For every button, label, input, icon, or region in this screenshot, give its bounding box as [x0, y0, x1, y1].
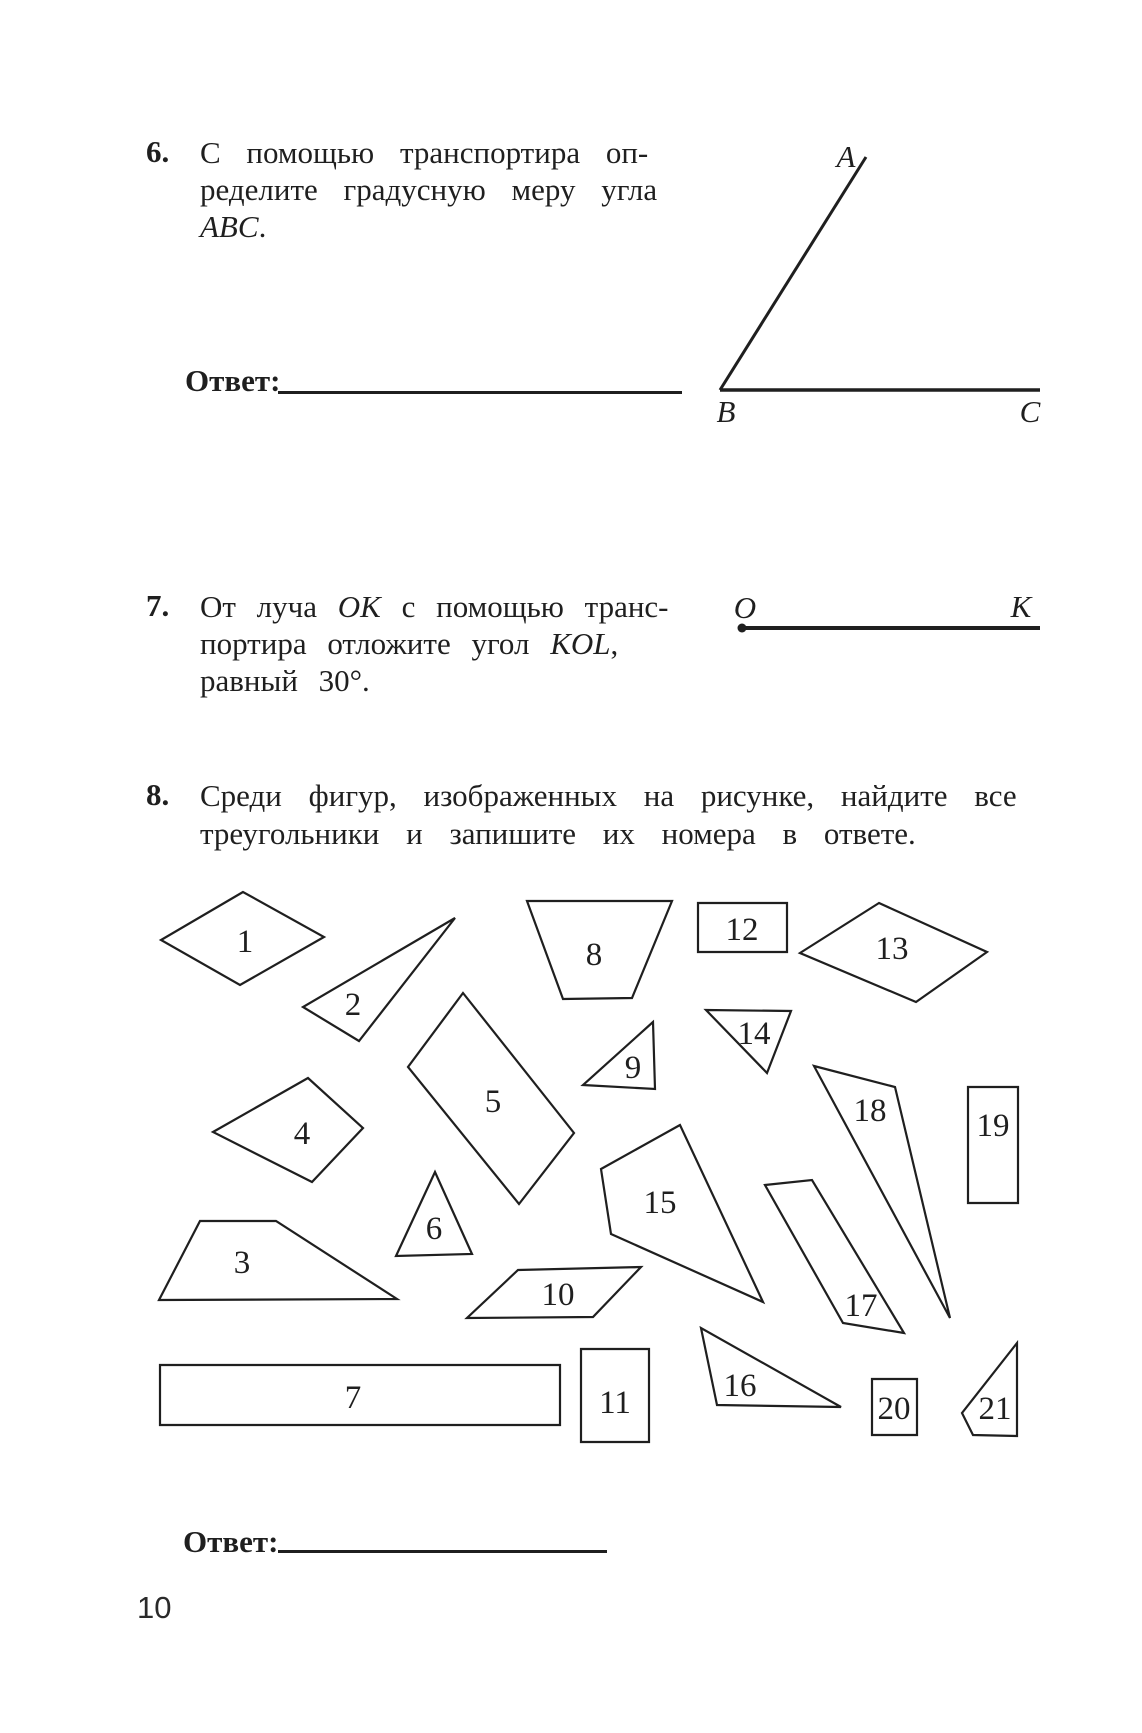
point-label-O: O	[733, 590, 757, 625]
answer-blank-problem-6	[278, 365, 682, 394]
shape-7-label: 7	[344, 1380, 362, 1416]
problem-6-line-3: ABC.	[200, 209, 267, 244]
shape-17-outline	[765, 1180, 904, 1333]
shape-12-label: 12	[725, 912, 759, 948]
problem-8-text	[200, 777, 1070, 853]
problem-8-number: 8.	[146, 777, 170, 812]
point-label-A: A	[836, 139, 856, 174]
shape-14-label: 14	[737, 1016, 771, 1052]
problem-7-text	[200, 588, 670, 699]
point-label-C: C	[1019, 394, 1041, 429]
shape-5-label: 5	[484, 1084, 502, 1120]
shape-11-label: 11	[599, 1385, 631, 1421]
shape-9-outline	[583, 1022, 655, 1089]
problem-8-line-1: Среди фигур, изображенных на рисунке, найдите все	[200, 778, 1017, 813]
problem-7-line-2: портира отложите угол KOL,	[200, 626, 619, 661]
shape-16-outline	[701, 1328, 841, 1407]
shape-19-label: 19	[976, 1108, 1010, 1144]
angle-ray-BA	[720, 157, 866, 390]
shape-13-label: 13	[875, 931, 909, 967]
shape-15-outline	[601, 1125, 763, 1302]
problem-6-line-2: ределите градусную меру угла	[200, 172, 658, 207]
shape-1-label: 1	[236, 924, 254, 960]
shape-10-label: 10	[541, 1277, 575, 1313]
shape-2-label: 2	[344, 987, 362, 1023]
problem-6-number: 6.	[146, 134, 170, 169]
problem-6-text	[200, 134, 670, 245]
shape-6-label: 6	[425, 1211, 443, 1247]
shape-17-label: 17	[844, 1288, 878, 1324]
shape-4-label: 4	[293, 1116, 311, 1152]
problem-7-number: 7.	[146, 588, 170, 623]
shape-9-label: 9	[624, 1050, 642, 1086]
problem-6-line-1: С помощью транспортира оп-	[200, 135, 649, 170]
shape-18-label: 18	[853, 1093, 887, 1129]
answer-label-problem-6: Ответ:	[185, 363, 281, 398]
shape-20-label: 20	[877, 1391, 911, 1427]
answer-label-problem-8: Ответ:	[183, 1524, 279, 1559]
shape-8-label: 8	[585, 937, 603, 973]
problem-7-line-3: равный 30°.	[200, 663, 370, 698]
shape-21-label: 21	[978, 1391, 1012, 1427]
shape-3-outline	[159, 1221, 397, 1300]
page-number: 10	[137, 1590, 172, 1625]
shape-16-label: 16	[723, 1368, 757, 1404]
point-label-K: K	[1010, 589, 1032, 624]
answer-blank-problem-8	[278, 1524, 607, 1553]
point-label-B: B	[716, 394, 736, 429]
shape-15-label: 15	[643, 1185, 677, 1221]
shape-3-label: 3	[233, 1245, 251, 1281]
problem-8-line-2: треугольники и запишите их номера в ответе.	[200, 816, 916, 851]
problem-7-line-1: От луча OK с помощью транс-	[200, 589, 669, 624]
shape-4-outline	[213, 1078, 363, 1182]
shape-2-outline	[303, 918, 455, 1041]
shape-19-outline	[968, 1087, 1018, 1203]
